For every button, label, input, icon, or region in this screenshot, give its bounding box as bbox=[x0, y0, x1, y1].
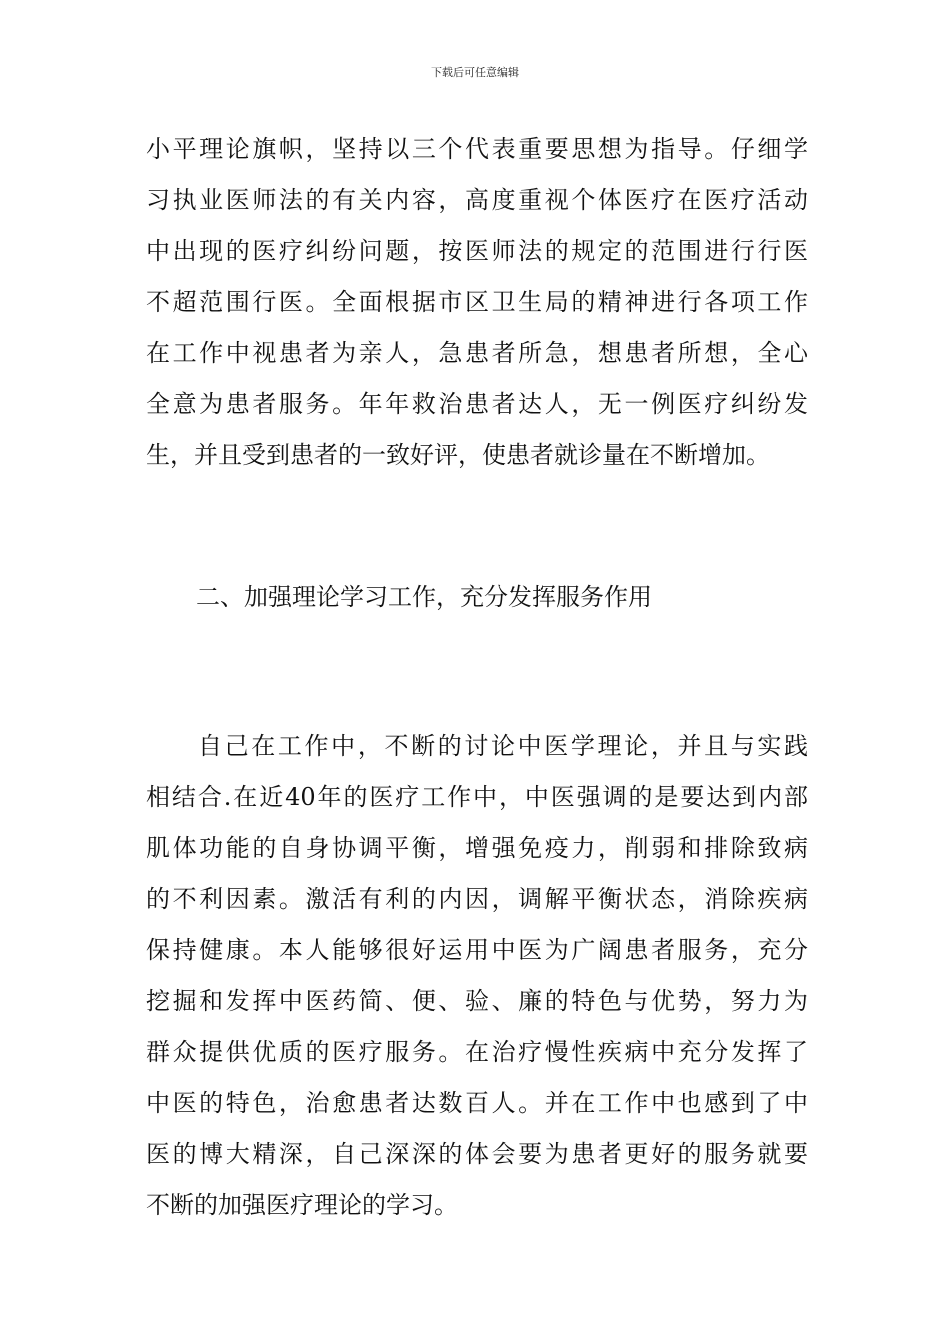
paragraph-1 bbox=[146, 124, 808, 481]
paragraph-1-line: 不超范围行医。全面根据市区卫生局的精神进行各项工作 bbox=[146, 288, 808, 316]
paragraph-2-line: 中医的特色，治愈患者达数百人。并在工作中也感到了中 bbox=[146, 1089, 808, 1117]
paragraph-1-line: 习执业医师法的有关内容，高度重视个体医疗在医疗活动 bbox=[146, 186, 808, 214]
paragraph-2-line: 挖掘和发挥中医药简、便、验、廉的特色与优势，努力为 bbox=[146, 987, 808, 1015]
paragraph-2-line: 保持健康。本人能够很好运用中医为广阔患者服务，充分 bbox=[146, 936, 808, 964]
paragraph-1-line: 在工作中视患者为亲人，急患者所急，想患者所想，全心 bbox=[146, 339, 808, 367]
paragraph-2-line: 的不利因素。激活有利的内因，调解平衡状态，消除疾病 bbox=[146, 885, 808, 913]
paragraph-1-line: 中出现的医疗纠纷问题，按医师法的规定的范围进行行医 bbox=[146, 237, 808, 265]
paragraph-2 bbox=[146, 721, 808, 1231]
paragraph-2-line: 肌体功能的自身协调平衡，增强免疫力，削弱和排除致病 bbox=[146, 834, 808, 862]
paragraph-2-line: 自己在工作中，不断的讨论中医学理论，并且与实践 bbox=[198, 732, 808, 760]
paragraph-2-line: 群众提供优质的医疗服务。在治疗慢性疾病中充分发挥了 bbox=[146, 1038, 808, 1066]
header-note: 下载后可任意编辑 bbox=[431, 66, 519, 79]
section-2-heading: 二、加强理论学习工作，充分发挥服务作用 bbox=[196, 583, 652, 611]
paragraph-2-line: 医的博大精深，自己深深的体会要为患者更好的服务就要 bbox=[146, 1140, 808, 1168]
paragraph-1-line: 小平理论旗帜，坚持以三个代表重要思想为指导。仔细学 bbox=[146, 135, 808, 163]
paragraph-1-line: 全意为患者服务。年年救治患者达人，无一例医疗纠纷发 bbox=[146, 390, 808, 418]
paragraph-2-line: 不断的加强医疗理论的学习。 bbox=[146, 1191, 458, 1219]
paragraph-1-line: 生，并且受到患者的一致好评，使患者就诊量在不断增加。 bbox=[146, 441, 770, 469]
paragraph-2-line: 相结合.在近40年的医疗工作中，中医强调的是要达到内部 bbox=[146, 783, 808, 811]
